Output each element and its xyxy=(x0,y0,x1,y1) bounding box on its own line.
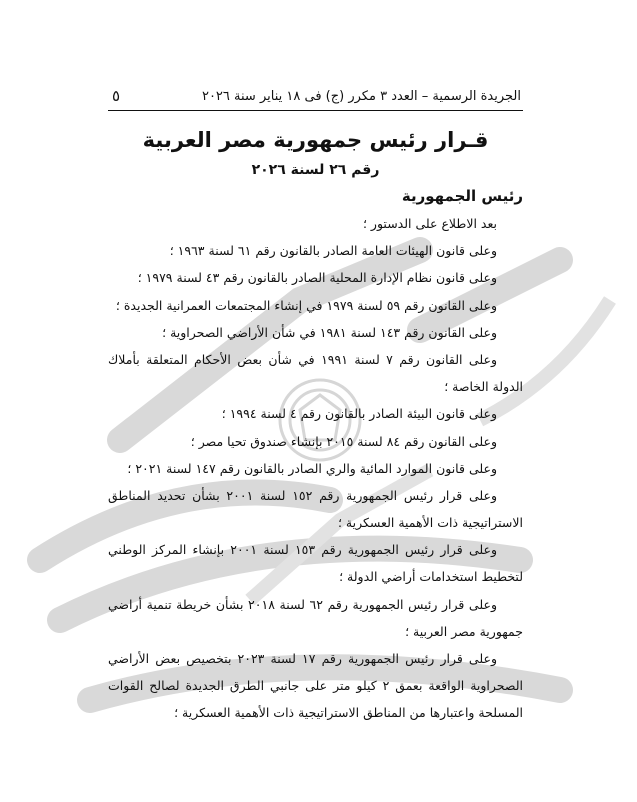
preamble-line: وعلى قانون نظام الإدارة المحلية الصادر بالقانون رقم ٤٣ لسنة ١٩٧٩ ؛ xyxy=(137,270,497,286)
preamble-line: الصحراوية الواقعة بعمق ٢ كيلو متر على جانبي الطرق الجديدة لصالح القوات xyxy=(108,678,523,694)
preamble-line: وعلى قانون البيئة الصادر بالقانون رقم ٤ لسنة ١٩٩٤ ؛ xyxy=(221,406,497,422)
page-header xyxy=(108,86,523,111)
preamble-line: بعد الاطلاع على الدستور ؛ xyxy=(362,216,497,231)
preamble-line: وعلى قرار رئيس الجمهورية رقم ٦٢ لسنة ٢٠١٨ بشأن خريطة تنمية أراضي xyxy=(108,596,497,612)
running-title: الجريدة الرسمية – العدد ٣ مكرر (ج) فى ١٨ يناير سنة ٢٠٢٦ xyxy=(201,89,521,104)
preamble-line: وعلى القانون رقم ٧ لسنة ١٩٩١ في شأن بعض الأحكام المتعلقة بأملاك xyxy=(108,351,497,367)
preamble-line: المسلحة واعتبارها من المناطق الاستراتيجية ذات الأهمية العسكرية ؛ xyxy=(174,705,523,721)
preamble-line: وعلى القانون رقم ٨٤ لسنة ٢٠١٥ بإنشاء صندوق تحيا مصر ؛ xyxy=(190,433,497,449)
issuer-heading: رئيس الجمهورية xyxy=(401,187,523,205)
preamble-line: الاستراتيجية ذات الأهمية العسكرية ؛ xyxy=(337,515,523,531)
preamble-line: وعلى قانون الموارد المائية والري الصادر بالقانون رقم ١٤٧ لسنة ٢٠٢١ ؛ xyxy=(127,460,497,476)
decree-number: رقم ٢٦ لسنة ٢٠٢٦ xyxy=(251,162,380,178)
preamble-line: وعلى قانون الهيئات العامة الصادر بالقانون رقم ٦١ لسنة ١٩٦٣ ؛ xyxy=(169,243,497,259)
preamble-line: لتخطيط استخدامات أراضي الدولة ؛ xyxy=(339,569,523,585)
preamble-line: وعلى القانون رقم ١٤٣ لسنة ١٩٨١ في شأن الأراضي الصحراوية ؛ xyxy=(162,324,497,340)
preamble-line: وعلى القانون رقم ٥٩ لسنة ١٩٧٩ في إنشاء المجتمعات العمرانية الجديدة ؛ xyxy=(115,297,497,313)
preamble-line: الدولة الخاصة ؛ xyxy=(444,379,523,395)
page-number: ٥ xyxy=(112,87,121,105)
decree-title: قـرار رئيس جمهورية مصر العربية xyxy=(142,128,489,152)
preamble xyxy=(108,210,523,727)
preamble-line: وعلى قرار رئيس الجمهورية رقم ١٥٣ لسنة ٢٠٠١ بإنشاء المركز الوطني xyxy=(108,542,497,558)
preamble-line: وعلى قرار رئيس الجمهورية رقم ١٥٢ لسنة ٢٠٠١ بشأن تحديد المناطق xyxy=(108,487,497,503)
preamble-line: جمهورية مصر العربية ؛ xyxy=(405,623,523,639)
preamble-line: وعلى قرار رئيس الجمهورية رقم ١٧ لسنة ٢٠٢٣ بتخصيص بعض الأراضي xyxy=(108,651,497,666)
